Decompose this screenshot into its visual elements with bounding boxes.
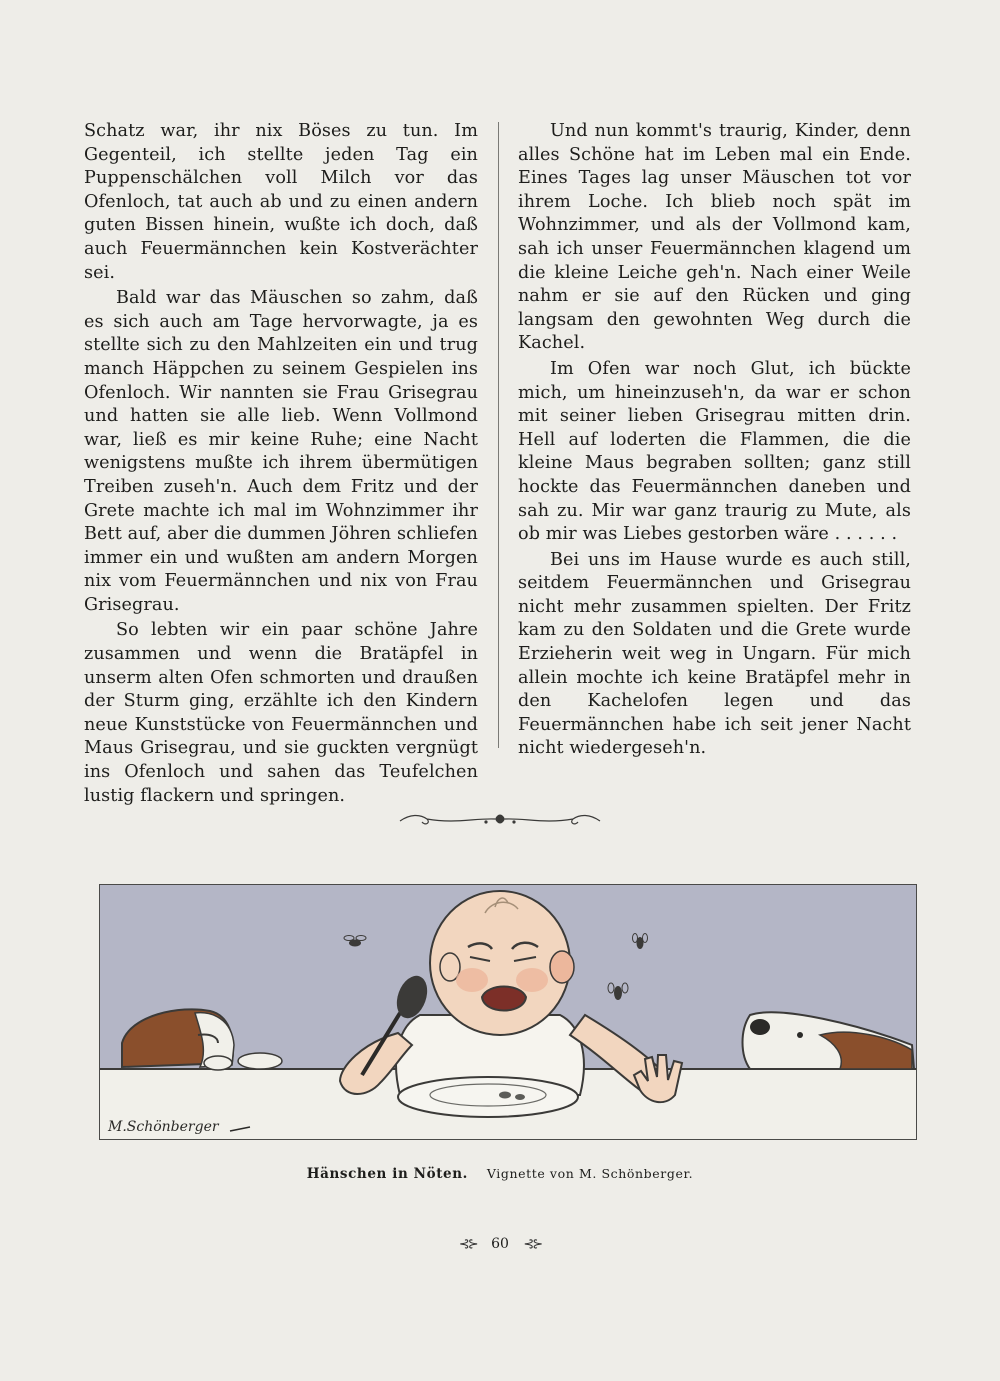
artist-signature: M.Schönberger (108, 1119, 219, 1135)
caption-credit: Vignette von M. Schönberger. (486, 1166, 694, 1181)
paragraph: So lebten wir ein paar schöne Jahre zusammen und wenn die Bratäpfel in unserm alten Ofen schmorten und draußen der Sturm ging, erzählte ich den Kindern neue Kunststücke von Feuermännchen und Maus Grisegrau, und sie guckten vergnügt ins Ofenloch und sahen das Teufelchen lustig flackern und springen. (84, 620, 478, 806)
caption-title: Hänschen in Nöten. (306, 1166, 468, 1182)
paragraph: Schatz war, ihr nix Böses zu tun. Im Gegenteil, ich stellte jeden Tag ein Puppenschälchen voll Milch vor das Ofenloch, tat auch ab und zu einen andern guten Bissen hinein, wußte ich doch, daß auch Feuermännchen kein Kostverächter sei. (84, 121, 478, 283)
left-text-column (84, 120, 478, 808)
page-footer (0, 1236, 1000, 1252)
illustration (99, 884, 917, 1140)
page-number: 60 (491, 1236, 509, 1252)
paragraph: Und nun kommt's traurig, Kinder, denn alles Schöne hat im Leben mal ein Ende. Eines Tages lag unser Mäuschen tot vor ihrem Loche. Ich blieb noch spät im Wohnzimmer, und als der Vollmond kam, sah ich unser Feuermännchen klagend um die kleine Leiche geh'n. Nach einer Weile nahm er sie auf den Rücken und ging langsam den gewohnten Weg durch die Kachel. (518, 121, 911, 354)
right-ornament-icon: ⊰⊱ (523, 1237, 542, 1252)
paragraph: Bald war das Mäuschen so zahm, daß es sich auch am Tage hervorwagte, ja es stellte sich zu den Mahlzeiten ein und trug manch Häppchen zu seinem Gespielen ins Ofenloch. Wir nannten sie Frau Grisegrau und hatten sie alle lieb. Wenn Vollmond war, ließ es mir keine Ruhe; eine Nacht wenigstens mußte ich ihrem übermütigen Treiben zuseh'n. Auch dem Fritz und der Grete machte ich mal im Wohnzimmer ihr Bett auf, aber die dummen Jöhren schliefen immer ein und wußten am andern Morgen nix vom Feuermännchen und nix von Frau Grisegrau. (84, 288, 478, 615)
column-divider (498, 122, 499, 748)
paragraph: Bei uns im Hause wurde es auch still, seitdem Feuermännchen und Grisegrau nicht mehr zusammen spielten. Der Fritz kam zu den Soldaten und die Grete wurde Erzieherin weit weg in Ungarn. Für mich allein mochte ich keine Bratäpfel mehr in den Kachelofen legen und das Feuermännchen habe ich seit jener Nacht nicht wiedergeseh'n. (518, 549, 911, 759)
left-ornament-icon: ⊰⊱ (458, 1237, 477, 1252)
right-text-column (518, 120, 911, 761)
plate (398, 1077, 578, 1117)
paragraph: Im Ofen war noch Glut, ich bückte mich, um hineinzuseh'n, da war er schon mit seiner lieben Grisegrau mitten drin. Hell auf loderten die Flammen, die die kleine Maus begraben sollten; ganz still hockte das Feuermännchen daneben und sah zu. Mir war ganz traurig zu Mute, als ob mir was Liebes gestorben wäre . . . . . . (518, 358, 911, 545)
divider-ornament (395, 806, 605, 832)
illustration-caption (0, 1166, 1000, 1182)
